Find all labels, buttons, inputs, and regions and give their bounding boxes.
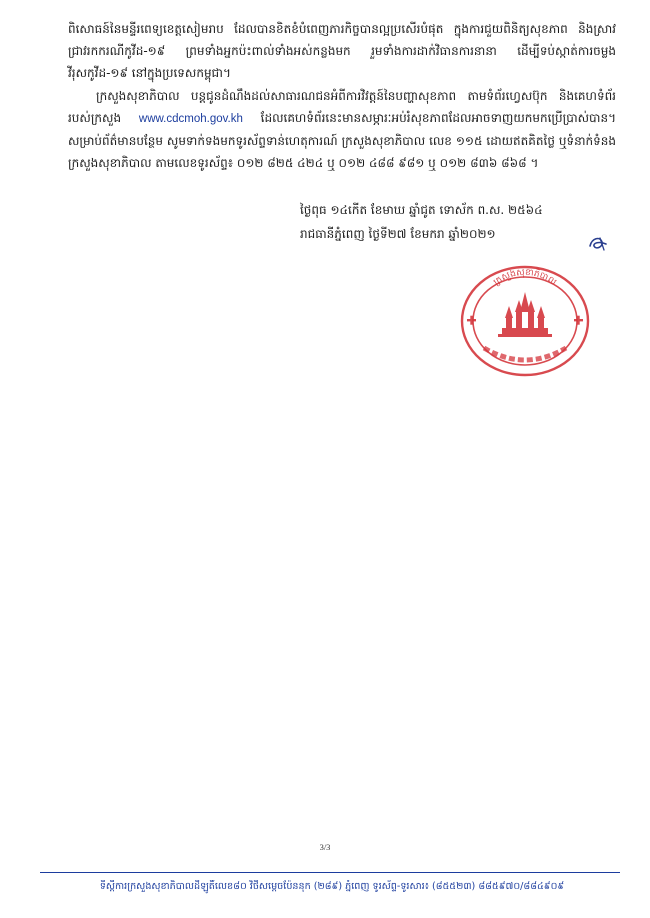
cross-icon — [467, 316, 583, 325]
lunar-date: ថ្ងៃពុធ ១៤កើត ខែមាឃ ឆ្នាំជូត ទោស័ក ព.ស. ២៥៦៤ — [300, 203, 543, 217]
page-number: 3/3 — [319, 842, 331, 852]
letter-body — [68, 18, 616, 174]
paragraph-2 — [68, 85, 616, 175]
signature-mark — [586, 232, 610, 256]
footer-address: ទីស្តីការក្រសួងសុខាភិបាលដីឡូតិ៍លេខ៨០ វិថីសម្តេចប៉ែននុក (២៨៩) ភ្នំពេញ ទូរស័ព្ទ-ទូរសារ៖ (៨៥៥២៣) ៨៨៥៩៧០/៨៨៤៩០៩ — [99, 881, 565, 892]
paragraph-2-text-b: ដែលគេហទំព័រនេះមានសម្ភារៈអប់រំសុខភាពដែលអាចទាញយកមកប្រើប្រាស់បាន។ សម្រាប់ព័ត៌មានបន្ថែម សូមទាក់ទងមកទូរស័ព្ទទាន់ហេតុការណ៍ ក្រសួងសុខាភិបាល លេខ ១១៥ ដោយឥតគិតថ្លៃ ឬទំនាក់ទំនងក្រសួងសុខាភិបាល តាមលេខទូរស័ព្ទ៖ ០១២ ៨២៥ ៤២៤ ឬ ០១២ ៤៨៨ ៩៨១ ឬ ០១២ ៨៣៦ ៨៦៨ ។ — [68, 110, 616, 171]
solar-date: រាជធានីភ្នំពេញ ថ្ងៃទី២៧ ខែមករា ឆ្នាំ២០២១ — [300, 227, 496, 241]
website-link[interactable]: www.cdcmoh.gov.kh — [138, 112, 243, 125]
paragraph-2-text-a: ក្រសួងសុខាភិបាល បន្តជូនដំណឹងដល់សាធារណជនអំពីការវិវត្តន៍នៃបញ្ហាសុខភាព តាមទំព័រហ្វេសប៊ុក និងគេហទំព័ររបស់ក្រសួង — [68, 88, 616, 125]
date-block — [300, 198, 620, 246]
angkor-temple-icon — [498, 292, 552, 337]
paragraph-1: ពិសោធន៍នៃមន្ទីរពេទ្យខេត្តសៀមរាប ដែលបានខិតខំបំពេញភារកិច្ចបានល្អប្រសើរបំផុត ក្នុងការជួយពិនិត្យសុខភាព និងស្រាវជ្រាវរកករណីកូវីដ-១៩ ព្រមទាំងអ្នកប៉ះពាល់ទាំងអស់កន្លងមក រួមទាំងការដាក់វិធានការនានា ដើម្បីទប់ស្កាត់ការចម្លងវីរុសកូវីដ-១៩ នៅក្នុងប្រទេសកម្ពុជា។ — [68, 22, 616, 81]
footer-divider — [40, 872, 620, 873]
seal-text: ក្រសួងសុខាភិបាល — [491, 267, 559, 288]
ministry-seal — [454, 262, 596, 380]
